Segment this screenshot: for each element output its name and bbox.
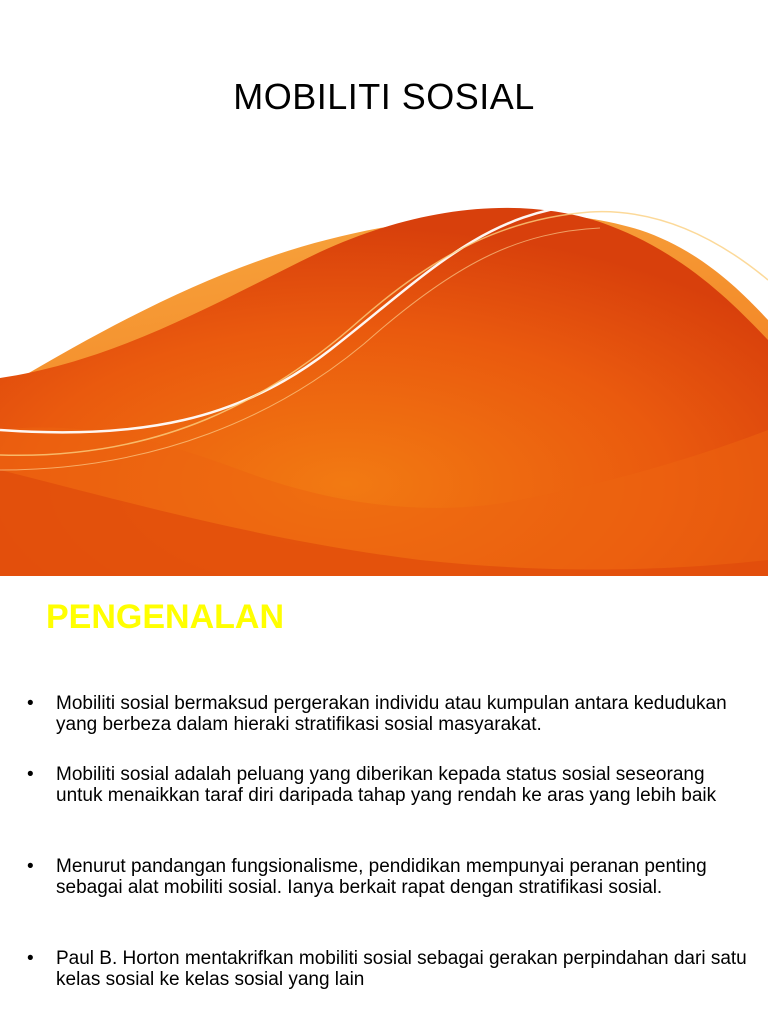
bullet-marker: •: [27, 948, 34, 969]
bullet-marker: •: [27, 693, 34, 714]
bullet-text: Paul B. Horton mentakrifkan mobiliti sosial sebagai gerakan perpindahan dari satu kelas sosial ke kelas sosial yang lain: [56, 948, 747, 990]
bullet-text: Mobiliti sosial adalah peluang yang diberikan kepada status sosial seseorang untuk menaikkan taraf diri daripada tahap yang rendah ke aras yang lebih baik: [56, 764, 717, 806]
bullet-marker: •: [27, 764, 34, 785]
bullet-text: Menurut pandangan fungsionalisme, pendidikan mempunyai peranan penting sebagai alat mobiliti sosial. Ianya berkait rapat dengan stratifikasi sosial.: [56, 856, 707, 898]
bullet-marker: •: [27, 856, 34, 877]
slide-title: MOBILITI SOSIAL: [233, 76, 535, 117]
introduction-slide: [0, 576, 768, 1024]
section-heading: PENGENALAN: [46, 598, 285, 636]
bullet-text: Mobiliti sosial bermaksud pergerakan individu atau kumpulan antara kedudukan yang berbeza dalam hieraki stratifikasi sosial masyarakat.: [56, 693, 727, 735]
